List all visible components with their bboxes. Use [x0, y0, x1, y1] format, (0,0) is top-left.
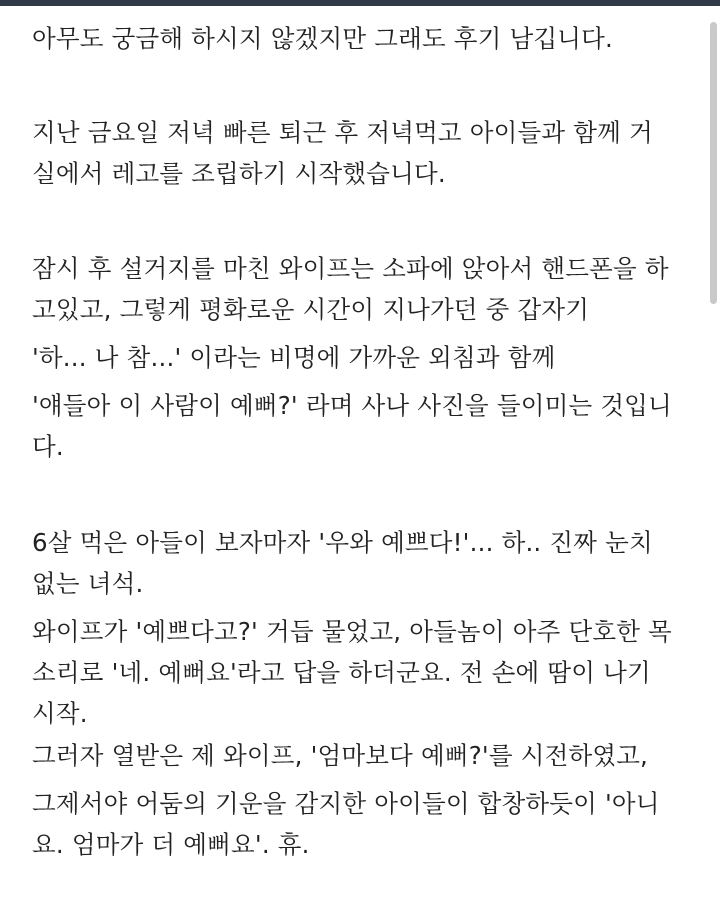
post-line: 다. [32, 432, 64, 461]
post-line: 지난 금요일 저녁 빠른 퇴근 후 저녁먹고 아이들과 함께 거 [32, 118, 653, 147]
post-line: 와이프가 '예쁘다고?' 거듭 물었고, 아들놈이 아주 단호한 목 [32, 617, 672, 646]
status-bar-edge [0, 0, 720, 6]
post-line: 잠시 후 설거지를 마친 와이프는 소파에 앉아서 핸드폰을 하 [32, 254, 669, 283]
post-line: 시작. [32, 699, 88, 728]
post-line: 그제서야 어둠의 기운을 감지한 아이들이 합창하듯이 '아니 [32, 789, 660, 818]
post-line: 6살 먹은 아들이 보자마자 '우와 예쁘다!'... 하.. 진짜 눈치 [32, 528, 653, 557]
post-line: 고있고, 그렇게 평화로운 시간이 지나가던 중 갑자기 [32, 295, 590, 324]
scrollbar-thumb[interactable] [710, 22, 717, 304]
post-line: 실에서 레고를 조립하기 시작했습니다. [32, 159, 446, 188]
post-line: 그러자 열받은 제 와이프, '엄마보다 예뻐?'를 시전하였고, [32, 741, 649, 770]
post-line: 없는 녀석. [32, 569, 144, 598]
post-line: 요. 엄마가 더 예뻐요'. 휴. [32, 830, 310, 859]
post-line: 아무도 궁금해 하시지 않겠지만 그래도 후기 남깁니다. [32, 24, 613, 53]
post-line: 소리로 '네. 예뻐요'라고 답을 하더군요. 전 손에 땀이 나기 [32, 658, 651, 687]
post-line: '얘들아 이 사람이 예뻐?' 라며 사나 사진을 들이미는 것입니 [32, 391, 672, 420]
post-line: '하... 나 참...' 이라는 비명에 가까운 외침과 함께 [32, 343, 556, 372]
